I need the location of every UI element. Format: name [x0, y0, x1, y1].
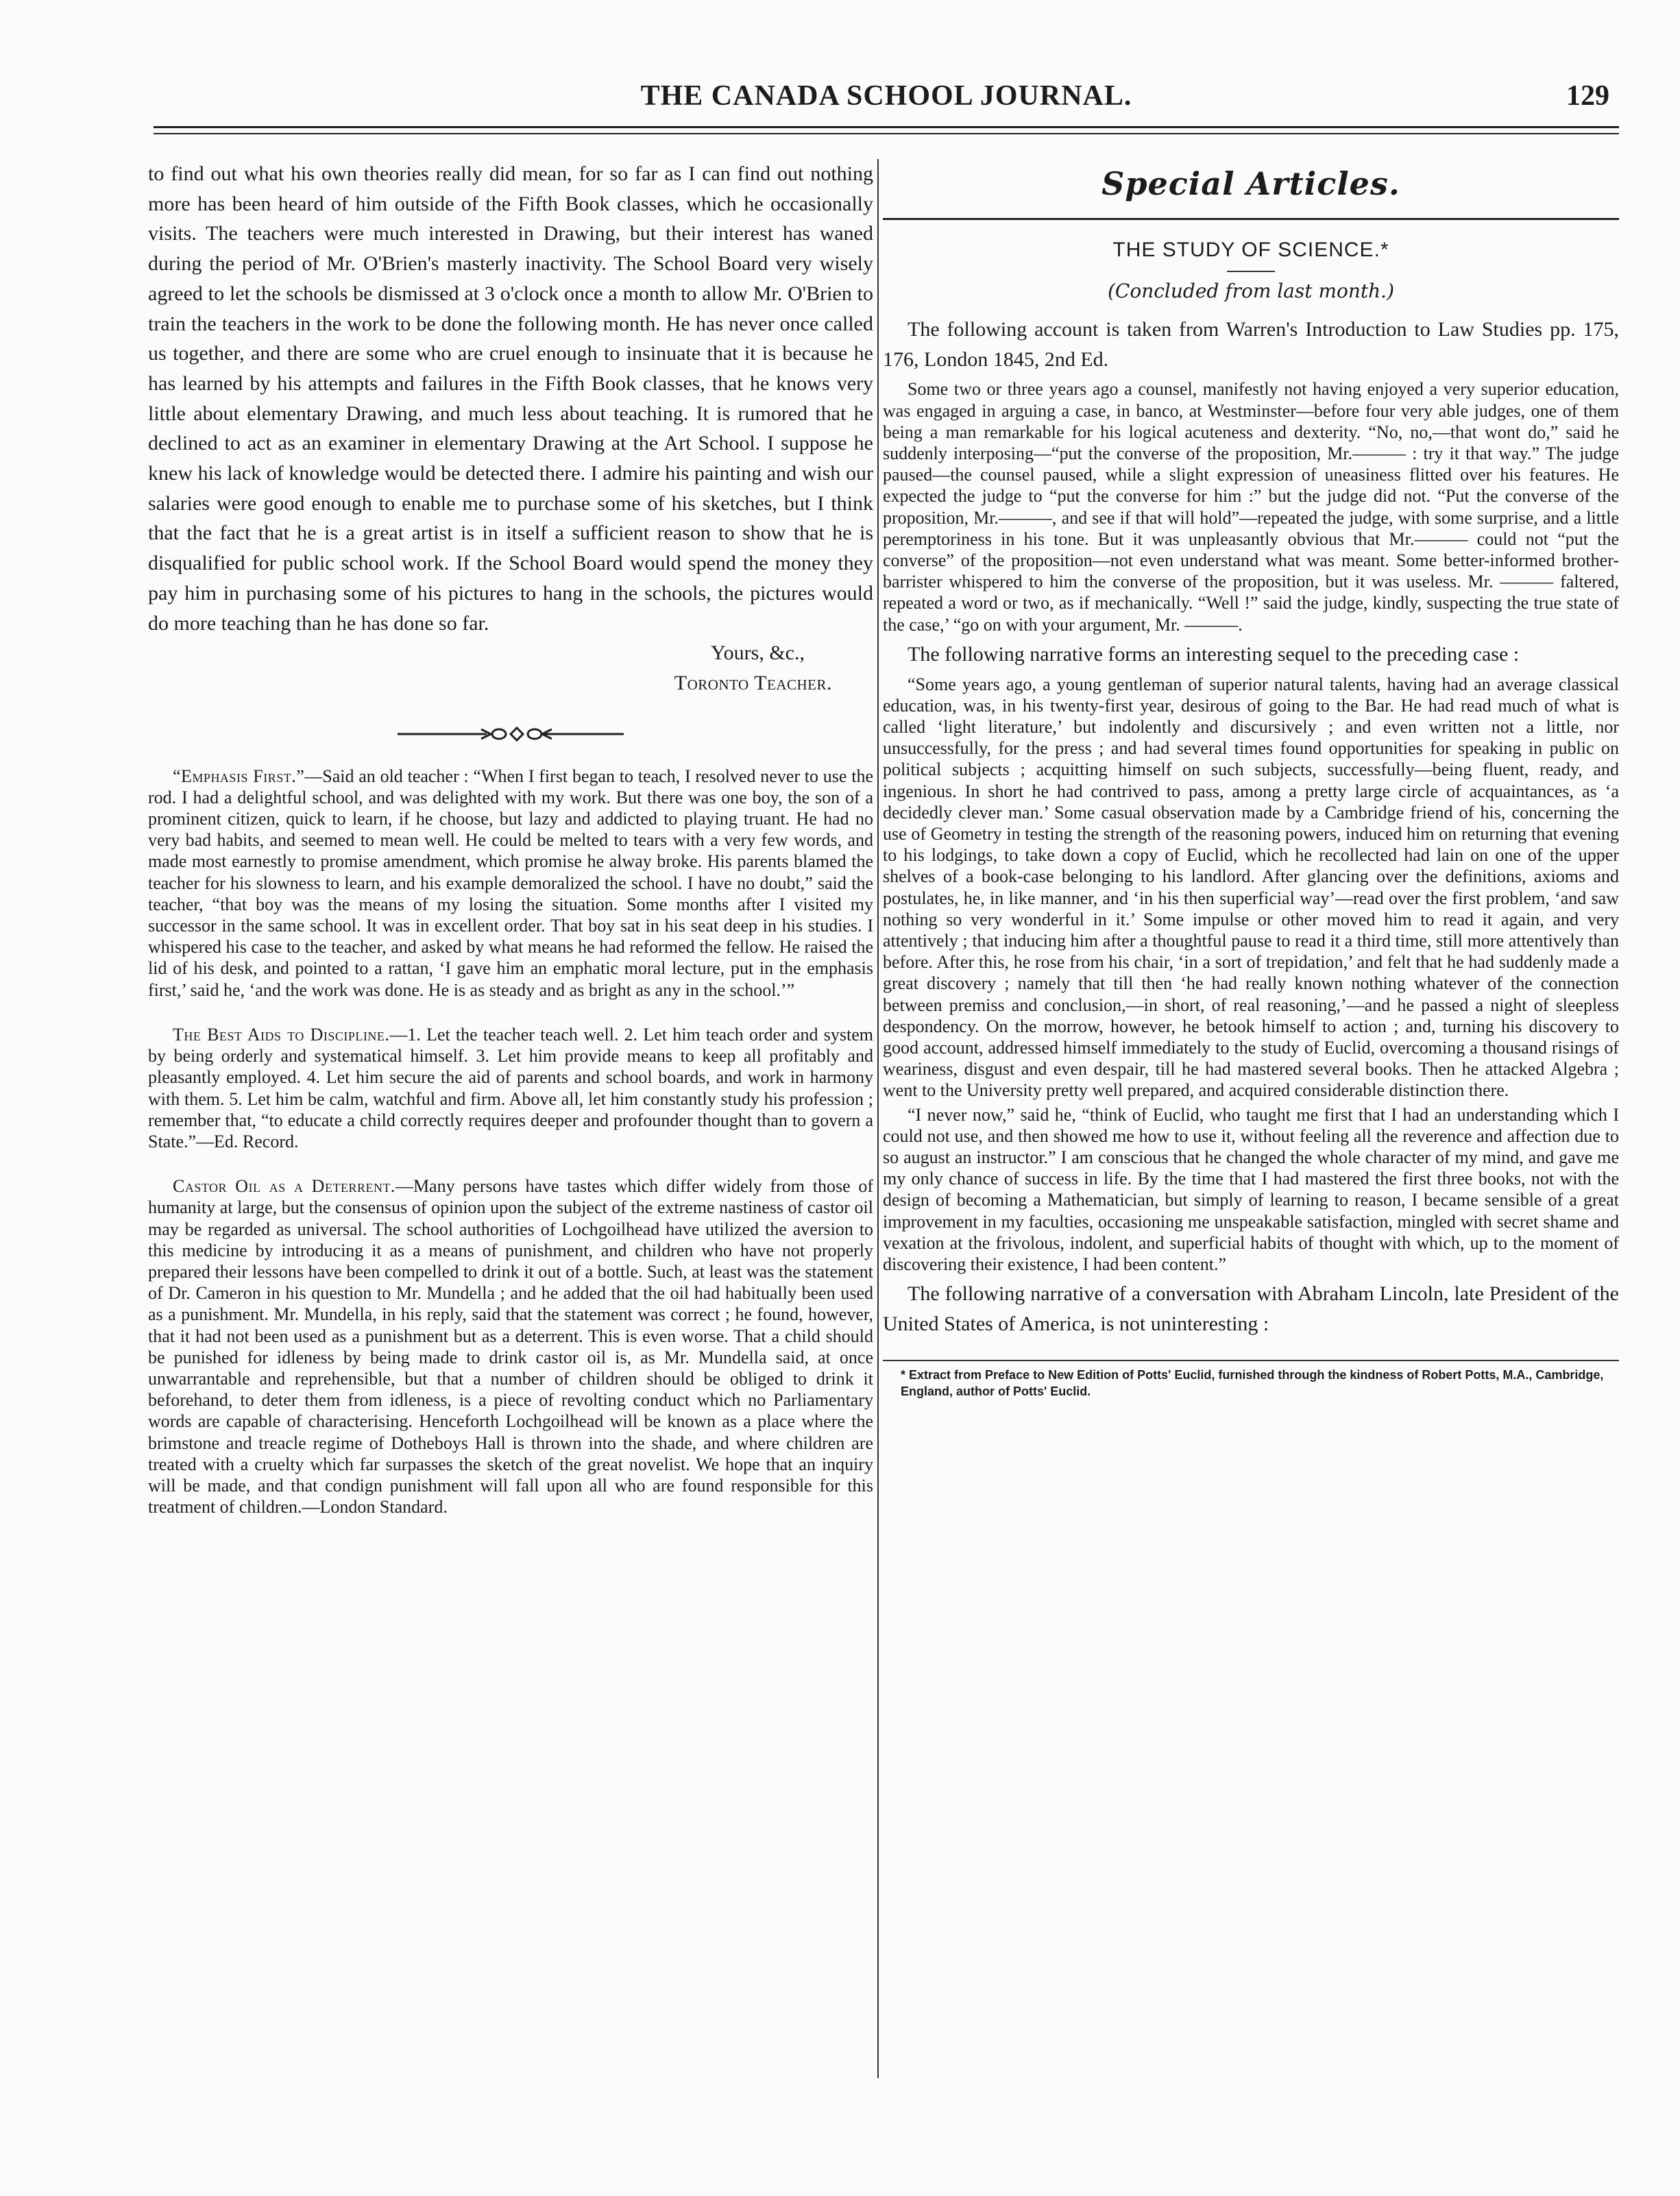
castor-oil-item: [148, 1175, 873, 1517]
page-header: [154, 67, 1619, 119]
letter-paragraph: to find out what his own theories really did mean, for so far as I can find out nothing more has been heard of him outside of the Fifth Book classes, which he occasionally visits. The teachers were much interested in Drawing, but their interest has waned during the period of Mr. O'Brien's masterly inactivity. The School Board very wisely agreed to let the schools be dismissed at 3 o'clock once a month to allow Mr. O'Brien to train the teachers in the work to be done the following month. He has never once called us together, and there are some who are cruel enough to insinuate that it is because he has learned by his attempts and failures in the Fifth Book classes, that he knows very little about elementary Drawing, and much less about teaching. It is rumored that he declined to act as an examiner in elementary Drawing at the Art School. I suppose he knew his lack of knowledge would be detected there. I admire his painting and wish our salaries were good enough to enable me to purchase some of his sketches, but I think that the fact that he is a great artist is in itself a sufficient reason to show that he is disqualified for public school work. If the School Board would spend the money they pay him in purchasing some of his pictures to hang in the schools, the pictures would do more teaching than he has done so far.: [148, 162, 873, 635]
footnote-rule: [883, 1360, 1619, 1361]
article-paragraph: The following account is taken from Warren's Introduction to Law Studies pp. 175, 176, London 1845, 2nd Ed.: [883, 318, 1619, 371]
footnote: * Extract from Preface to New Edition of Potts' Euclid, furnished through the kindness of Robert Potts, M.A., Cambridge, England, author of Potts' Euclid.: [901, 1367, 1604, 1398]
aids-body: —1. Let the teacher teach well. 2. Let him teach order and system by being orderly and systematical himself. 3. Let him provide means to keep all profitably and pleasantly employed. 4. Let him secure the aid of parents and school boards, and work in harmony with them. 5. Let him be calm, watchful and firm. Above all, let him constantly study his profession ; remember that, “to educate a child correctly requires deeper and profounder thought than to govern a State.”—Ed. Record.: [148, 1024, 873, 1151]
page-number: 129: [1566, 80, 1609, 112]
ornament-divider: [148, 720, 873, 748]
article-subtitle: (Concluded from last month.): [1107, 280, 1394, 302]
emphasis-body: —Said an old teacher : “When I first began to teach, I resolved never to use the rod. I had a delightful school, and was delighted with my work. But there was one boy, the son of a prominent citizen, quick to learn, if he choose, but lazy and addicted to playing truant. He had no very bad habits, and seemed to mean well. He could be melted to tears with a very few words, and made most earnestly to promise amendment, which promise he alway broke. His parents blamed the teacher for his slowness to learn, and his example demoralized the school. I have no doubt,” said the teacher, “that boy was the means of my losing the situation. Some months after I visited my successor in the same school. It was in excellent order. That boy sat in his seat deep in his studies. I whispered his case to the teacher, and asked by what means he had reformed the fellow. He raised the lid of his desk, and pointed to a rattan, ‘I gave him an emphatic moral lecture, put in the emphasis first,’ said he, ‘and the work was done. He is as steady and as bright as any in the school.’”: [148, 766, 873, 1000]
article-title: THE STUDY OF SCIENCE.*: [1112, 239, 1389, 261]
article-paragraph: “Some years ago, a young gentleman of superior natural talents, having had an average classical education, was, in his twenty-first year, desirous of going to the Bar. He had read much of what is called ‘light literature,’ but indolently and discursively ; and even written not a little, nor unsuccessfully, for the press ; and had several times found opportunities for speaking in public on political subjects ; acquitting himself on such subjects, successfully—being fluent, ready, and ingenious. In short he had contrived to pass, among a pretty large circle of acquaintances, as ‘a decidedly clever man.’ Some casual observation made by a Cambridge friend of his, concerning the use of Geometry in testing the strength of the reasoning powers, induced him on returning that evening to his lodgings, to take down a copy of Euclid, which he recollected had lain on one of the upper shelves of a book-case belonging to his landlord. After glancing over the definitions, axioms and postulates, he, in like manner, and ‘in his then superficial way’—read over the first problem, ‘and saw nothing so very wonderful in it.’ Some impulse or other moved him to read it again, and very attentively ; that inducing him after a thoughtful pause to read it a third time, still more attentively than before. After this, he rose from his chair, ‘in a sort of trepidation,’ and felt that he had suddenly made a great discovery ; namely that till then ‘he had really known nothing whatever of the connection between premiss and conclusion,—in short, of real reasoning,’—and he passed a night of sleepless despondency. On the morrow, however, he betook himself to action ; and, turning his discovery to good account, addressed himself immediately to the study of Euclid, overcoming a thousand risings of weariness, disgust and even despair, till he had mastered several books. Then he attacked Algebra ; went to the University pretty well prepared, and acquired considerable distinction there.: [883, 674, 1619, 1101]
header-rule-bottom: [154, 133, 1619, 134]
article-paragraph: The following narrative forms an interesting sequel to the preceding case :: [908, 642, 1520, 666]
article-paragraph: The following narrative of a conversation with Abraham Lincoln, late President of the United States of America, is not uninteresting :: [883, 1282, 1619, 1335]
aids-heading: The Best Aids to Discipline.: [173, 1024, 390, 1045]
article-paragraph: “I never now,” said he, “think of Euclid, who taught me first that I had an understanding which I could not use, and then showed me how to use it, without feeling all the reverence and affection due to so august an instructor.” I am conscious that he changed the whole character of my mind, and gave me my only chance of success in life. By the time that I had mastered the first three books, not with the design of becoming a Mathematician, but simply of learning to reason, I became sensible of a great improvement in my faculties, occasioning me unspeakable satisfaction, mingled with secret shame and vexation at the frivolous, indolent, and superficial habits of thought with which, up to the moment of discovering their existence, I had been content.”: [883, 1104, 1619, 1275]
column-divider: [877, 159, 879, 2078]
right-column: [883, 159, 1619, 1400]
castor-body: —Many persons have tastes which differ widely from those of humanity at large, but the consensus of opinion upon the subject of the extreme nastiness of castor oil may be regarded as universal. The school authorities of Lochgoilhead have utilized the aversion to this medicine by introducing it as a means of punishment, and children who have not properly prepared their lessons have been compelled to drink it out of a bottle. Such, at least was the statement of Dr. Cameron in his question to Mr. Mundella ; and he added that the oil had habitually been used as a punishment. Mr. Mundella, in his reply, said that the statement was correct ; he found, however, that it had not been used as a punishment but as a deterrent. This is even worse. That a child should be punished for idleness by being made to drink castor oil is, as Mr. Mundella said, at once unwarrantable and reprehensible, but that a number of children should be obliged to drink it beforehand, to deter them from idleness, is a piece of revolting conduct which no Parliamentary words are capable of characterising. Henceforth Lochgoilhead will be known as a place where the brimstone and treacle regime of Dotheboys Hall is thrown into the shade, and where children are treated with a cruelty which far surpasses the sketch of the great novelist. We hope that an inquiry will be made, and that condign punishment will fall upon all who are found responsible for this treatment of children.—London Standard.: [148, 1176, 873, 1517]
emphasis-heading: “Emphasis First.”: [173, 766, 305, 786]
journal-title: THE CANADA SCHOOL JOURNAL.: [640, 80, 1132, 112]
emphasis-first-item: [148, 766, 873, 1001]
letter-closing: Yours, &c.,: [711, 642, 805, 665]
title-rule: [1227, 271, 1275, 272]
castor-heading: Castor Oil as a Deterrent.: [173, 1176, 395, 1197]
letter-signature: Toronto Teacher.: [674, 671, 832, 694]
article-paragraph: Some two or three years ago a counsel, manifestly not having enjoyed a very superior education, was engaged in arguing a case, in banco, at Westminster—before four very able judges, one of them being a man remarkable for his logical acuteness and dexterity. “No, no,—that wont do,” said he suddenly interposing—“put the converse of the proposition, Mr.——— : try it that way.” The judge paused—the counsel paused, while a slight expression of uneasiness flitted over his features. He expected the judge to “put the converse for him :” but the judge did not. “Put the converse of the proposition, Mr.———, and see if that will hold”—repeated the judge, with some surprise, and a little peremptoriness in his tone. But it was unpleasantly obvious that Mr.——— could not “put the converse” of the proposition—not even understand what was meant. Some better-informed brother-barrister whispered to him the converse of the proposition, but it was useless. Mr. ——— faltered, repeated a word or two, as if mechanically. “Well !” said the judge, kindly, suspecting the true state of the case,’ “go on with your argument, Mr. ———.: [883, 379, 1619, 635]
section-rule: [883, 218, 1619, 220]
header-rule-top: [154, 126, 1619, 128]
section-heading: Special Articles.: [1101, 165, 1400, 202]
best-aids-item: [148, 1024, 873, 1152]
left-column: [148, 159, 873, 1517]
